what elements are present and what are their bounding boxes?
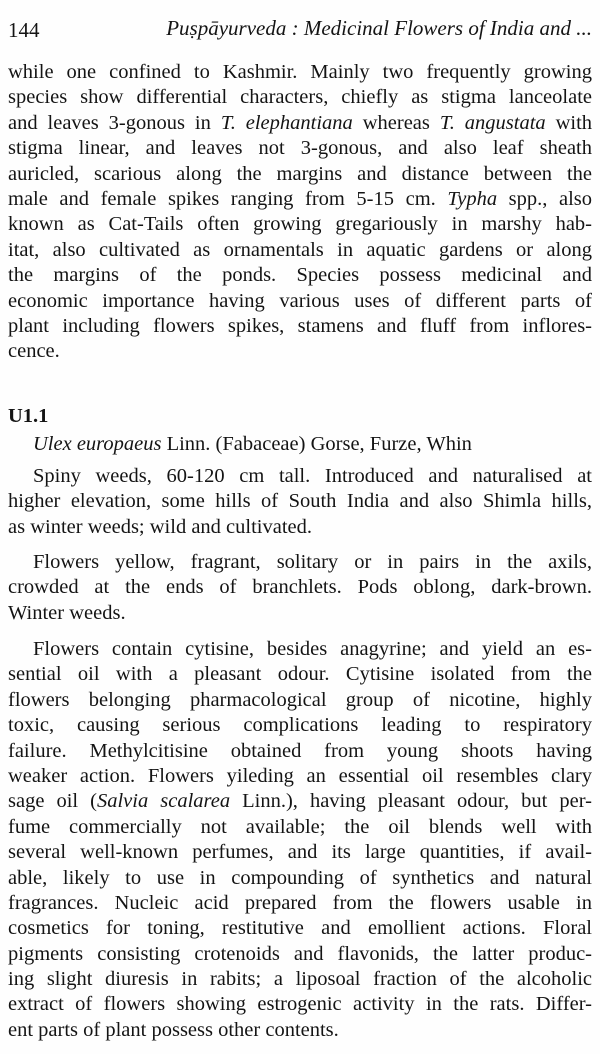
text: Flowers yellow, fragrant, solitary or in pairs in the axils, <box>33 551 592 573</box>
text: male and female spikes ranging from 5-15 cm. <box>8 187 448 210</box>
text-line <box>8 404 592 429</box>
text: Flowers contain cytisine, besides anagyrine; and yield an es- <box>33 638 592 660</box>
text-line <box>8 162 592 187</box>
italic-text: T. angustata <box>439 111 546 134</box>
text: species show differential characters, chiefly as stigma lanceolate <box>8 86 592 109</box>
text: stigma linear, and leaves not 3-gonous, and also leaf sheath <box>8 137 592 160</box>
text-line <box>8 575 592 600</box>
italic-text: Salvia scalarea <box>96 790 231 813</box>
text: known as Cat-Tails often growing gregariously in marshy hab- <box>8 213 592 236</box>
text: Spiny weeds, 60-120 cm tall. Introduced and naturalised at <box>33 465 592 487</box>
text: plant including flowers spikes, stamens and fluff from inflores- <box>8 314 592 337</box>
paragraph-flowers <box>8 550 592 626</box>
text-line <box>8 992 592 1017</box>
text-line <box>8 289 592 314</box>
text: ent parts of plant possess other contents. <box>8 1018 339 1041</box>
text: U1.1 <box>8 405 49 427</box>
text: Winter weeds. <box>8 601 126 624</box>
paragraph-typha <box>8 60 592 365</box>
text: several well-known perfumes, and its large quantities, if avail- <box>8 841 592 864</box>
text-line <box>8 136 592 161</box>
text: ing slight diuresis in rabits; a liposoal fraction of the alcoholic <box>8 968 592 991</box>
text-line <box>8 432 592 457</box>
text: flowers belonging pharmacological group of nicotine, highly <box>8 688 592 711</box>
paragraph-chemistry <box>8 637 592 1043</box>
text: the margins of the ponds. Species possess medicinal and <box>8 264 592 287</box>
text-line <box>8 713 592 738</box>
text: fume commercially not available; the oil blends well with <box>8 815 592 838</box>
text: while one confined to Kashmir. Mainly two frequently growing <box>8 61 592 83</box>
text: cosmetics for toning, restitutive and emollient actions. Floral <box>8 917 592 940</box>
text-line <box>8 339 592 364</box>
italic-text: Ulex europaeus <box>33 433 162 455</box>
text: and leaves 3-gonous in <box>8 111 221 134</box>
text-line <box>8 601 592 626</box>
text-line <box>8 637 592 662</box>
text: able, likely to use in compounding of synthetics and natural <box>8 866 592 889</box>
text: toxic, causing serious complications leading to respiratory <box>8 714 592 737</box>
text-line <box>8 489 592 514</box>
text: whereas <box>352 111 440 134</box>
text-line <box>8 815 592 840</box>
species-title <box>8 432 592 457</box>
text: crowded at the ends of branchlets. Pods oblong, dark-brown. <box>8 576 592 599</box>
text-line <box>8 238 592 263</box>
text-line <box>8 739 592 764</box>
text-line <box>8 688 592 713</box>
text: sential oil with a pleasant odour. Cytisine isolated from the <box>8 663 592 686</box>
text-line <box>8 764 592 789</box>
text: with <box>545 111 593 134</box>
text: weaker action. Flowers yileding an essential oil resembles clary <box>8 764 592 787</box>
text-line <box>8 789 592 814</box>
text-line <box>8 891 592 916</box>
text: pigments consisting crotenoids and flavonids, the latter produc- <box>8 942 592 965</box>
text-line <box>8 967 592 992</box>
text: auricled, scarious along the margins and distance between the <box>8 162 592 185</box>
text-line <box>8 866 592 891</box>
text-line <box>8 942 592 967</box>
section-heading <box>8 404 592 429</box>
text: economic importance having various uses of different parts of <box>8 289 592 312</box>
text: Linn.), having pleasant odour, but per- <box>230 790 592 813</box>
page-number: 144 <box>8 18 40 42</box>
text-line <box>8 263 592 288</box>
italic-text: T. elephantiana <box>220 111 353 134</box>
text-line <box>8 187 592 212</box>
text-line <box>8 550 592 575</box>
italic-text: Typha <box>447 187 498 210</box>
text-line <box>8 314 592 339</box>
text-line <box>8 840 592 865</box>
text: sage oil ( <box>8 790 97 813</box>
text-line <box>8 916 592 941</box>
text-line <box>8 212 592 237</box>
running-title: Puṣpāyurveda : Medicinal Flowers of India and ... <box>166 16 592 40</box>
text: Linn. (Fabaceae) Gorse, Furze, Whin <box>161 433 472 455</box>
text-line <box>8 111 592 136</box>
text: spp., also <box>497 187 592 210</box>
text: fragrances. Nucleic acid prepared from the flowers usable in <box>8 891 592 914</box>
paragraph-habit <box>8 464 592 540</box>
text-line <box>8 60 592 85</box>
text-line <box>8 662 592 687</box>
text: extract of flowers showing estrogenic activity in the rats. Differ- <box>8 993 592 1016</box>
text: failure. Methylcitisine obtained from young shoots having <box>8 739 592 762</box>
text: itat, also cultivated as ornamentals in aquatic gardens or along <box>8 238 592 261</box>
text: cence. <box>8 340 60 363</box>
text-line <box>8 85 592 110</box>
text: as winter weeds; wild and cultivated. <box>8 515 312 538</box>
text-line <box>8 515 592 540</box>
text: higher elevation, some hills of South India and also Shimla hills, <box>8 490 592 513</box>
text-line <box>8 464 592 489</box>
text-line <box>8 1018 592 1043</box>
